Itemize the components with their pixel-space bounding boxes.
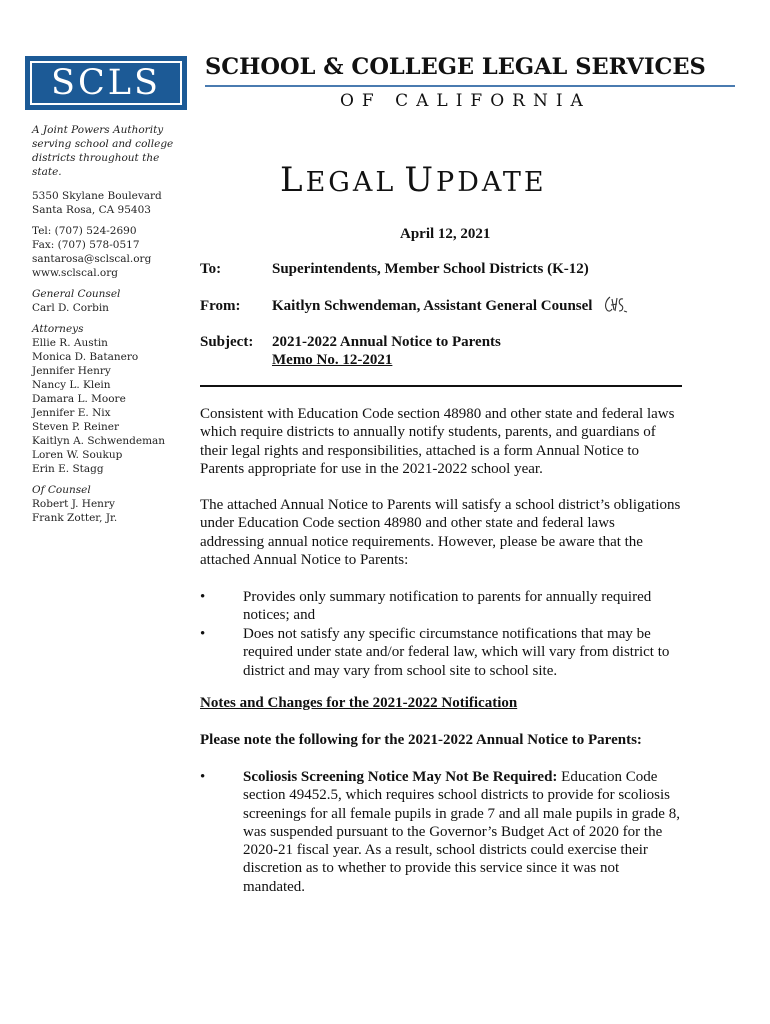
bullet-icon: • xyxy=(200,769,206,785)
address-line-1: 5350 Skylane Boulevard xyxy=(32,190,162,202)
phone-number: Tel: (707) 524-2690 xyxy=(32,225,137,237)
org-name: SCHOOL & COLLEGE LEGAL SERVICES xyxy=(205,54,706,80)
memo-date: April 12, 2021 xyxy=(400,226,491,242)
sidebar xyxy=(32,123,192,525)
subject-line-1: 2021-2022 Annual Notice to Parents xyxy=(272,334,501,350)
org-subtitle: OF CALIFORNIA xyxy=(340,91,591,111)
of-counsel-name: Frank Zotter, Jr. xyxy=(32,512,118,524)
general-counsel-heading: General Counsel xyxy=(32,288,121,300)
header-divider xyxy=(200,385,682,387)
to-value: Superintendents, Member School Districts (K-12) xyxy=(272,261,589,277)
paragraph-2: The attached Annual Notice to Parents will satisfy a school district’s obligations under Education Code section 48980 and other state and federal laws addressing annual notice requirements. However, please be aware that the attached Annual Notice to Parents: xyxy=(200,497,681,568)
memo-number: Memo No. 12-2021 xyxy=(272,352,393,368)
org-rule xyxy=(205,85,735,87)
attorneys-heading: Attorneys xyxy=(32,323,84,335)
attorney-name: Damara L. Moore xyxy=(32,393,126,405)
of-counsel-heading: Of Counsel xyxy=(32,484,91,496)
bullet-icon: • xyxy=(200,589,206,605)
logo-text: SCLS xyxy=(51,62,161,103)
fax-number: Fax: (707) 578-0517 xyxy=(32,239,140,251)
paragraph-1: Consistent with Education Code section 48980 and other state and federal laws which require districts to annually notify students, parents, and guardians of their legal rights and responsibilities, attached is a form Annual Notice to Parents appropriate for use in the 2021-2022 school year. xyxy=(200,406,675,477)
email-address: santarosa@sclscal.org xyxy=(32,253,152,265)
attorney-name: Erin E. Stagg xyxy=(32,463,104,475)
attorney-name: Steven P. Reiner xyxy=(32,421,119,433)
address-line-2: Santa Rosa, CA 95403 xyxy=(32,204,151,216)
scls-logo xyxy=(25,56,187,110)
of-counsel-name: Robert J. Henry xyxy=(32,498,115,510)
attorney-name: Nancy L. Klein xyxy=(32,379,111,391)
attorney-name: Jennifer Henry xyxy=(32,365,111,377)
from-label: From: xyxy=(200,298,241,314)
attorney-name: Kaitlyn A. Schwendeman xyxy=(32,435,166,447)
general-counsel-name: Carl D. Corbin xyxy=(32,302,109,314)
attorney-name: Jennifer E. Nix xyxy=(32,407,111,419)
subject-label: Subject: xyxy=(200,334,254,350)
attorney-name: Loren W. Soukup xyxy=(32,449,123,461)
scoliosis-heading: Scoliosis Screening Notice May Not Be Required: xyxy=(243,769,558,785)
attorney-name: Ellie R. Austin xyxy=(32,337,108,349)
document-title: LEGAL UPDATE xyxy=(280,160,547,200)
attorney-name: Monica D. Batanero xyxy=(32,351,139,363)
please-note-heading: Please note the following for the 2021-2022 Annual Notice to Parents: xyxy=(200,732,642,748)
website: www.sclscal.org xyxy=(32,267,118,279)
sidebar-blurb: A Joint Powers Authority serving school and college districts throughout the state. xyxy=(32,124,174,178)
bullet-icon: • xyxy=(200,626,206,642)
logo-frame xyxy=(30,61,182,105)
scoliosis-text: Education Code section 49452.5, which requires school districts to provide for scoliosis screenings for all female pupils in grade 7 and all male pupils in grade 8, was suspended pursuant to the Governor’s Budget Act of 2020 for the 2020-21 fiscal year. As a result, school districts could exercise their discretion as to whether to provide this service since it was not mandated. xyxy=(243,769,680,895)
to-label: To: xyxy=(200,261,222,277)
notes-heading: Notes and Changes for the 2021-2022 Notification xyxy=(200,695,518,711)
from-value: Kaitlyn Schwendeman, Assistant General Counsel xyxy=(272,298,593,314)
initials-signature xyxy=(603,294,629,316)
